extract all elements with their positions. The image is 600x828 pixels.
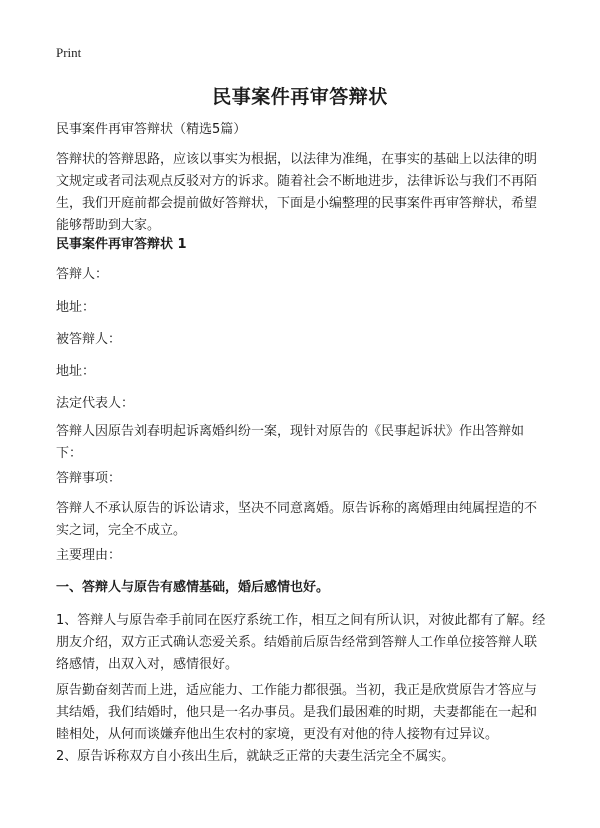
print-link[interactable]: Print (56, 45, 82, 60)
respondent-address-field (56, 297, 546, 319)
section-heading-1-text: 民事案件再审答辩状 1 (56, 237, 187, 252)
reason-1-heading-text: 一、答辩人与原告有感情基础，婚后感情也好。 (56, 580, 330, 595)
matters-heading (56, 468, 546, 490)
subtitle-text: 民事案件再审答辩状（精选5篇） (56, 122, 247, 137)
opinion-paragraph (56, 498, 546, 542)
reason-1-text: 1、答辩人与原告牵手前同在医疗系统工作，相互之间有所认识，对彼此都有了解。经朋友介绍，双方正式确认恋爱关系。结婚前后原告经常到答辩人工作单位接答辩人联络感情，出双入对，感情很好。 (56, 613, 546, 672)
legal-representative-label: 法定代表人： (56, 396, 135, 411)
reasons-heading (56, 545, 546, 567)
respondent-address-label: 地址： (56, 300, 96, 315)
reason-1-heading (56, 577, 546, 599)
matters-text: 答辩事项： (56, 471, 122, 486)
document-subtitle (56, 119, 546, 141)
applicant-field (56, 329, 546, 351)
respondent-field (56, 264, 546, 286)
reason-2-paragraph (56, 746, 546, 768)
statement-text: 答辩人因原告刘春明起诉离婚纠纷一案，现针对原告的《民事起诉状》作出答辩如下： (56, 424, 525, 461)
section-heading-1 (56, 234, 546, 256)
reason-1-paragraph (56, 610, 546, 676)
reasons-text: 主要理由： (56, 548, 122, 563)
reason-1b-paragraph (56, 680, 546, 746)
applicant-label: 被答辩人： (56, 332, 122, 347)
reason-1b-text: 原告勤奋刻苦而上进，适应能力、工作能力都很强。当初，我正是欣赏原告才答应与其结婚，我们结婚时，他只是一名办事员。是我们最困难的时期，夫妻都能在一起和睦相处，从何而谈嫌弃他出生农村的家境，更没有对他的待人接物有过异议。 (56, 683, 538, 742)
reason-2-text: 2、原告诉称双方自小孩出生后，就缺乏正常的夫妻生活完全不属实。 (56, 749, 455, 764)
legal-representative-field (56, 393, 546, 415)
document-title: 民事案件再审答辩状 (212, 86, 388, 108)
intro-paragraph (56, 149, 546, 237)
opinion-text: 答辩人不承认原告的诉讼请求，坚决不同意离婚。原告诉称的离婚理由纯属捏造的不实之词，完全不成立。 (56, 501, 538, 538)
statement-paragraph (56, 421, 546, 465)
respondent-label: 答辩人： (56, 267, 109, 282)
intro-text: 答辩状的答辩思路，应该以事实为根据，以法律为准绳，在事实的基础上以法律的明文规定或者司法观点反驳对方的诉求。随着社会不断地进步，法律诉讼与我们不再陌生，我们开庭前都会提前做好答辩状，下面是小编整理的民事案件再审答辩状，希望能够帮助到大家。 (56, 152, 538, 233)
applicant-address-label: 地址： (56, 364, 96, 379)
applicant-address-field (56, 361, 546, 383)
